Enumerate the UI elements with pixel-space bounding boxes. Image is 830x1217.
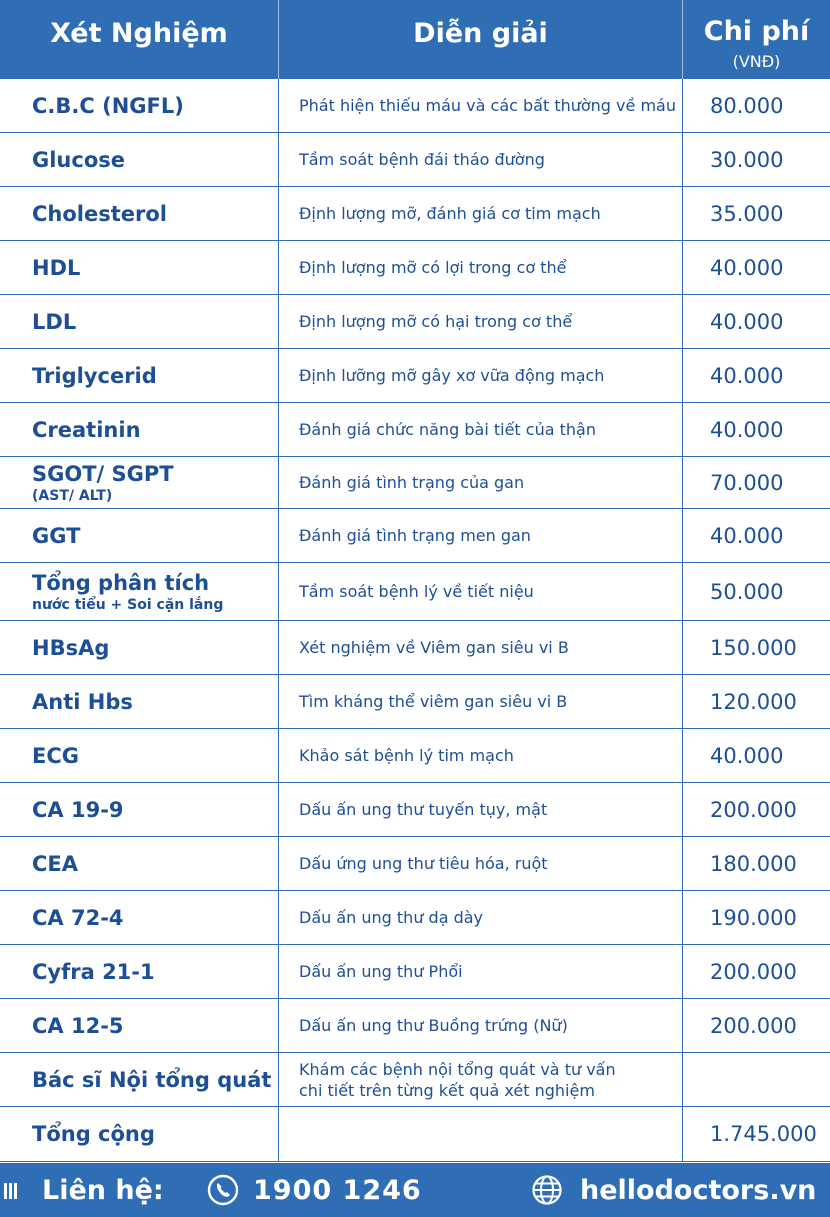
description-cell bbox=[279, 295, 682, 348]
test-name-note: nước tiểu + Soi cặn lắng bbox=[32, 596, 224, 613]
price-cell bbox=[683, 79, 830, 132]
description: Dấu ấn ung thư dạ dày bbox=[299, 908, 484, 927]
table-row bbox=[0, 133, 830, 187]
test-name-cell bbox=[0, 403, 278, 456]
description-cell bbox=[279, 999, 682, 1052]
test-name-cell bbox=[0, 945, 278, 998]
header-test bbox=[0, 0, 278, 79]
price-cell bbox=[683, 295, 830, 348]
price: 50.000 bbox=[710, 579, 784, 604]
price-cell bbox=[683, 999, 830, 1052]
table-row bbox=[0, 79, 830, 133]
test-name-cell bbox=[0, 187, 278, 240]
description: Định lượng mỡ, đánh giá cơ tim mạch bbox=[299, 204, 601, 223]
description-cell bbox=[279, 621, 682, 674]
test-name-cell bbox=[0, 729, 278, 782]
test-name-cell bbox=[0, 837, 278, 890]
table-row bbox=[0, 349, 830, 403]
table-row bbox=[0, 403, 830, 457]
price: 200.000 bbox=[710, 1013, 797, 1038]
description-cell bbox=[279, 675, 682, 728]
description-cell bbox=[279, 509, 682, 562]
price-cell bbox=[683, 457, 830, 508]
test-name-cell bbox=[0, 133, 278, 186]
description: Dấu ấn ung thư tuyến tụy, mật bbox=[299, 800, 548, 819]
price: 120.000 bbox=[710, 689, 797, 714]
table-row bbox=[0, 187, 830, 241]
price-cell bbox=[683, 675, 830, 728]
price: 200.000 bbox=[710, 959, 797, 984]
description: Dấu ấn ung thư Phổi bbox=[299, 962, 463, 981]
phone-icon bbox=[207, 1174, 239, 1206]
test-name-cell bbox=[0, 1107, 278, 1161]
description: Đánh giá chức năng bài tiết của thận bbox=[299, 420, 596, 439]
test-name-cell bbox=[0, 241, 278, 294]
test-name-cell bbox=[0, 457, 278, 508]
table-row bbox=[0, 241, 830, 295]
price: 200.000 bbox=[710, 797, 797, 822]
price-cell bbox=[683, 729, 830, 782]
description: Định lưỡng mỡ gây xơ vữa động mạch bbox=[299, 366, 605, 385]
description: Phát hiện thiếu máu và các bất thường về máu bbox=[299, 96, 676, 115]
price-cell bbox=[683, 621, 830, 674]
website-link[interactable]: hellodoctors.vn bbox=[580, 1175, 817, 1206]
description: Đánh giá tình trạng của gan bbox=[299, 473, 525, 492]
description-cell bbox=[279, 563, 682, 620]
stripes-decoration bbox=[4, 1183, 19, 1203]
description-cell bbox=[279, 349, 682, 402]
description-cell bbox=[279, 837, 682, 890]
table-row bbox=[0, 783, 830, 837]
test-name: Triglycerid bbox=[32, 363, 157, 388]
description: Tầm soát bệnh lý về tiết niệu bbox=[299, 582, 534, 601]
price: 35.000 bbox=[710, 201, 784, 226]
header-price bbox=[683, 0, 830, 79]
description-cell bbox=[279, 891, 682, 944]
header-price-unit: (VNĐ) bbox=[732, 52, 781, 71]
price: 180.000 bbox=[710, 851, 797, 876]
description: Tầm soát bệnh đái tháo đường bbox=[299, 150, 545, 169]
price: 40.000 bbox=[710, 743, 784, 768]
price: 40.000 bbox=[710, 309, 784, 334]
test-name: HDL bbox=[32, 255, 81, 280]
test-name-cell bbox=[0, 891, 278, 944]
table-body bbox=[0, 79, 830, 1162]
price-cell bbox=[683, 509, 830, 562]
description: Định lượng mỡ có lợi trong cơ thể bbox=[299, 258, 567, 277]
test-name: Creatinin bbox=[32, 417, 141, 442]
test-name-cell bbox=[0, 999, 278, 1052]
price-cell bbox=[683, 563, 830, 620]
test-name-cell bbox=[0, 621, 278, 674]
test-name: Tổng cộng bbox=[32, 1122, 155, 1146]
test-name: Bác sĩ Nội tổng quát bbox=[32, 1067, 272, 1092]
test-name-cell bbox=[0, 509, 278, 562]
test-name-cell bbox=[0, 675, 278, 728]
price: 1.745.000 bbox=[710, 1122, 817, 1146]
test-name-cell bbox=[0, 1053, 278, 1106]
description: Định lượng mỡ có hại trong cơ thể bbox=[299, 312, 573, 331]
test-name: CA 19-9 bbox=[32, 797, 124, 822]
price-cell bbox=[683, 241, 830, 294]
test-name: CA 72-4 bbox=[32, 905, 124, 930]
price-cell bbox=[683, 891, 830, 944]
header-desc bbox=[279, 0, 682, 79]
test-name: Cholesterol bbox=[32, 201, 167, 226]
price-cell bbox=[683, 187, 830, 240]
price: 40.000 bbox=[710, 417, 784, 442]
table-row bbox=[0, 945, 830, 999]
table-row bbox=[0, 1107, 830, 1162]
table-row bbox=[0, 457, 830, 509]
table-row bbox=[0, 1053, 830, 1107]
contact-label: Liên hệ: bbox=[42, 1175, 164, 1206]
price-cell bbox=[683, 783, 830, 836]
test-name: CEA bbox=[32, 851, 79, 876]
description-cell bbox=[279, 457, 682, 508]
test-name: CA 12-5 bbox=[32, 1013, 124, 1038]
table-row bbox=[0, 563, 830, 621]
table-row bbox=[0, 675, 830, 729]
test-name: Glucose bbox=[32, 147, 126, 172]
price: 30.000 bbox=[710, 147, 784, 172]
globe-icon bbox=[531, 1174, 563, 1206]
test-name: Anti Hbs bbox=[32, 689, 133, 714]
test-name-cell bbox=[0, 295, 278, 348]
price-cell bbox=[683, 349, 830, 402]
price-cell bbox=[683, 837, 830, 890]
description: Tìm kháng thể viêm gan siêu vi B bbox=[299, 692, 568, 711]
description-cell bbox=[279, 133, 682, 186]
price: 150.000 bbox=[710, 635, 797, 660]
price: 80.000 bbox=[710, 93, 784, 118]
description-cell bbox=[279, 783, 682, 836]
description-line2: chi tiết trên từng kết quả xét nghiệm bbox=[299, 1080, 595, 1100]
price: 40.000 bbox=[710, 523, 784, 548]
table-row bbox=[0, 621, 830, 675]
description: Dấu ấn ung thư Buồng trứng (Nữ) bbox=[299, 1016, 568, 1035]
test-name: HBsAg bbox=[32, 635, 110, 660]
price: 40.000 bbox=[710, 255, 784, 280]
price-cell bbox=[683, 403, 830, 456]
header-desc-label: Diễn giải bbox=[413, 18, 548, 49]
price: 70.000 bbox=[710, 470, 784, 495]
phone-number[interactable]: 1900 1246 bbox=[253, 1175, 422, 1206]
header-price-label: Chi phí bbox=[703, 16, 810, 47]
contact-bar bbox=[0, 1163, 830, 1217]
test-name-cell bbox=[0, 563, 278, 620]
price-cell bbox=[683, 133, 830, 186]
price: 40.000 bbox=[710, 363, 784, 388]
test-name-cell bbox=[0, 349, 278, 402]
description: Đánh giá tình trạng men gan bbox=[299, 526, 531, 545]
price-cell bbox=[683, 1053, 830, 1106]
description: Khám các bệnh nội tổng quát và tư vấn bbox=[299, 1059, 616, 1079]
description: Xét nghiệm về Viêm gan siêu vi B bbox=[299, 638, 569, 657]
table-row bbox=[0, 509, 830, 563]
table-header bbox=[0, 0, 830, 79]
test-name: Tổng phân tích bbox=[32, 570, 210, 595]
test-name: SGOT/ SGPT bbox=[32, 461, 174, 486]
table-row bbox=[0, 891, 830, 945]
test-name: Cyfra 21-1 bbox=[32, 959, 155, 984]
table-row bbox=[0, 837, 830, 891]
description-cell bbox=[279, 1107, 682, 1161]
description-cell bbox=[279, 403, 682, 456]
description: Dấu ứng ung thư tiêu hóa, ruột bbox=[299, 854, 548, 873]
description: Khảo sát bệnh lý tim mạch bbox=[299, 746, 514, 765]
test-name: LDL bbox=[32, 309, 77, 334]
description-cell bbox=[279, 241, 682, 294]
description-cell bbox=[279, 187, 682, 240]
price-cell bbox=[683, 945, 830, 998]
test-name: ECG bbox=[32, 743, 79, 768]
test-name-cell bbox=[0, 783, 278, 836]
test-name: C.B.C (NGFL) bbox=[32, 93, 184, 118]
header-test-label: Xét Nghiệm bbox=[50, 18, 228, 49]
test-name-cell bbox=[0, 79, 278, 132]
test-name-note: (AST/ ALT) bbox=[32, 487, 113, 504]
description-cell bbox=[279, 729, 682, 782]
price: 190.000 bbox=[710, 905, 797, 930]
table-row bbox=[0, 729, 830, 783]
table-row bbox=[0, 295, 830, 349]
description-cell bbox=[279, 1053, 682, 1106]
price-cell bbox=[683, 1107, 830, 1161]
test-name: GGT bbox=[32, 523, 81, 548]
description-cell bbox=[279, 79, 682, 132]
description-cell bbox=[279, 945, 682, 998]
table-row bbox=[0, 999, 830, 1053]
